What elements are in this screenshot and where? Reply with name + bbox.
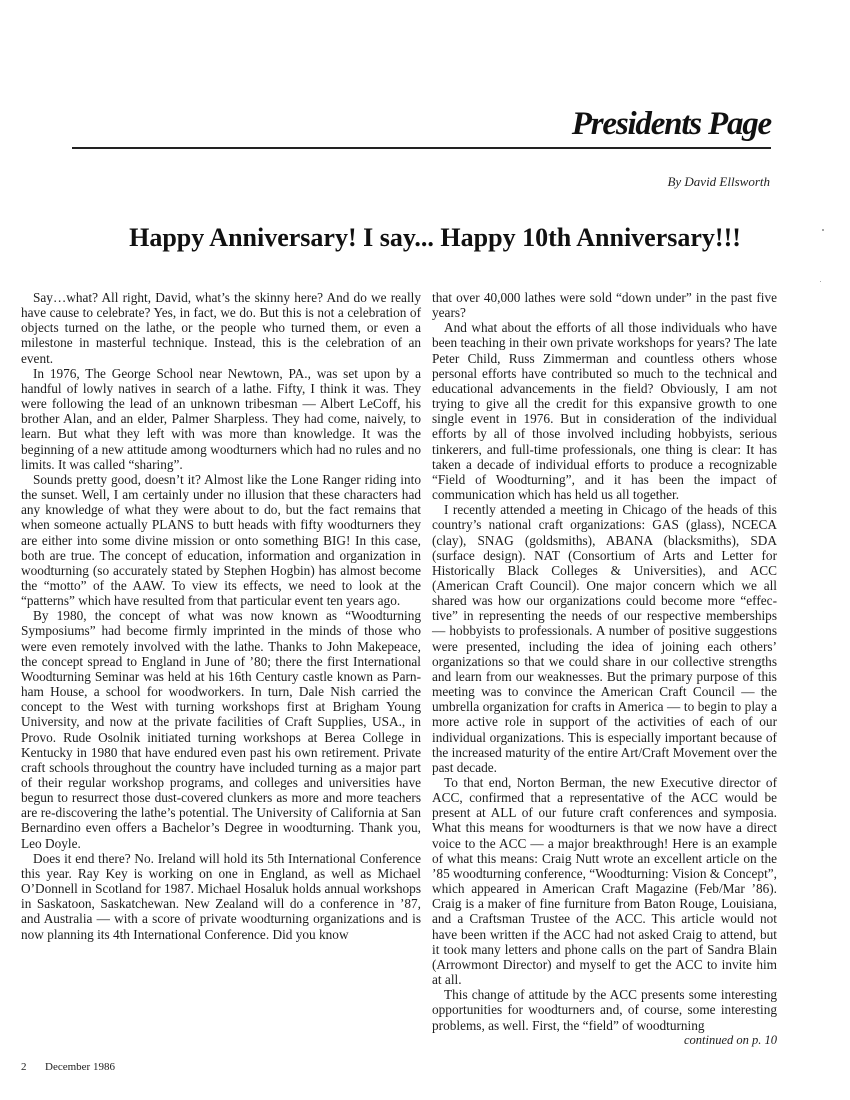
article-headline: Happy Anniversary! I say... Happy 10th Anniversary!!! (129, 223, 741, 252)
paragraph: Say…what? All right, David, what’s the skinny here? And do we really have cause to celebrate? Yes, in fact, we do. But this is not a celebration of objects turned on the lathe, or the people who turned them, or even a milestone in masterful technique. Instead, this is the celebration of an event. (21, 290, 421, 366)
page-number: 2 (21, 1061, 27, 1073)
paragraph: And what about the efforts of all those individuals who have been teaching in their own private workshops for years? The late Peter Child, Russ Zimmerman and countless others whose personal efforts have contributed so much to the technical and educational advancements in the field? Obviously, I am not trying to give all the credit for this expansive growth to one single event in 1976. But in consideration of the individual efforts by all of those involved including hobbyists, serious tinkerers, and full-time professionals, one thing is clear: It has taken a decade of individual efforts to produce a recognizable “Field of Woodturning”, and it has been the impact of communication which has held us all together. (432, 320, 777, 503)
paragraph: To that end, Norton Berman, the new Executive director of ACC, confirmed that a representative of the ACC would be present at ALL of our future craft conferences and symposia. What this means for woodturners is that we now have a direct voice to the ACC — a major breakthrough! Here is an example of what this means: Craig Nutt wrote an excellent article on the ’85 woodturning conference, “Woodturning: Vision & Concept”, which appeared in American Craft Magazine (Feb/Mar ’86). Craig is a maker of fine furniture from Baton Rouge, Louisiana, and a Craftsman Trustee of the ACC. This article would not have been written if the ACC had not asked Craig to attend, but it took many letters and phone calls on the part of Sandra Blain (Arrowmont Director) and myself to get the ACC to invite him at all. (432, 775, 778, 988)
paragraph: This change of attitude by the ACC presents some interesting opportunities for woodturners and, of course, some interesting problems, as well. First, the “field” of woodturning (432, 987, 777, 1033)
paragraph: Does it end there? No. Ireland will hold its 5th International Conference this year. Ray Key is working on one in England, as well as Michael O’Donnell in Scotland for 1987. Michael Hosaluk holds annual workshops in Saskatoon, Saskatchewan. New Zealand will do a conference in ’87, and Australia — with a score of private woodturning organizations and is now planning its 4th International Conference. Did you know (21, 850, 421, 942)
paragraph-continuation: that over 40,000 lathes were sold “down under” in the past five years? (432, 290, 777, 321)
section-title: Presidents Page (571, 106, 771, 142)
paragraph: In 1976, The George School near Newtown, PA., was set upon by a handful of lowly natives in search of a lathe. Fifty, I think it was. They were following the lead of an unknown tribesman — Albert LeCoff, his brother Alan, and an elder, Palmer Sharpless. They had come, naively, to learn. But what they left with was more than knowledge. It was the beginning of a new attitude among woodturners which had no rules and no limits. It was called “sharing”. (21, 365, 421, 472)
issue-date: December 1986 (45, 1061, 115, 1073)
article-left-column (21, 290, 421, 942)
continued-note: continued on p. 10 (683, 1032, 777, 1047)
paragraph: I recently attended a meeting in Chicago of the heads of this country’s national craft organizations: GAS (glass), NCECA (clay), SNAG (goldsmiths), ABANA (blacksmiths), SDA (surface design). NAT (Consortium of Arts and Letter for Historically Black Colleges & Universities), and ACC (American Craft Council). One major concern which we all shared was how our organizations could become more “effective” in representing the needs of our respective memberships — hobbyists to professionals. A number of positive suggestions were presented, including the idea of joining each others’ organizations so that we could share in our collective strengths and learn from our weaknesses. But the primary purpose of this meeting was to convince the American Craft Council — the umbrella organization for crafts in America — to begin to play a more active role in support of the activities of each of our individual organizations. This is especially important because of the increased maturity of the entire Art/Craft Movement over the past decade. (432, 502, 777, 775)
byline: By David Ellsworth (667, 174, 770, 189)
header-rule (72, 147, 771, 149)
paragraph: By 1980, the concept of what was now known as “Woodturning Symposiums” had become firmly imprinted in the minds of those who were even remotely involved with the lathe. Thanks to John Makepeace, the concept spread to England in June of ’80; there the first International Woodturning Seminar was held at his 16th Century castle known as Parnham House, a school for woodworkers. In turn, Dale Nish carried the concept to the West with turning workshops first at Brigham Young University, and now at the private facilities of Craft Supplies, USA., in Provo. Rude Osolnik initiated turning workshops at Berea College in Kentucky in 1980 that have endured even past his own retirement. Private craft schools throughout the country have included turning as a major part of their regular workshop programs, and colleges and universities have begun to resurrect those dust-covered clunkers as more and more teachers are re-discovering the lathe’s potential. The University of California at San Bernardino even offers a Bachelor’s Degree in woodturning. Thank you, Leo Doyle. (21, 608, 421, 851)
page-footer (21, 1060, 115, 1074)
paragraph: Sounds pretty good, doesn’t it? Almost like the Lone Ranger riding into the sunset. Well, I am certainly under no illusion that these characters had any knowledge of what they were about to do, but the fact remains that when someone actually PLANS to butt heads with fifty woodturners they are either into some divine mission or onto something BIG! In this case, both are true. The concept of education, information and organization in woodturning (so accurately stated by Stephen Hogbin) has almost become the “motto” of the AAW. To view its effects, we need to look at the “patterns” which have resulted from that particular event ten years ago. (21, 471, 421, 609)
article-right-column (432, 290, 777, 1048)
print-speck (820, 281, 821, 282)
